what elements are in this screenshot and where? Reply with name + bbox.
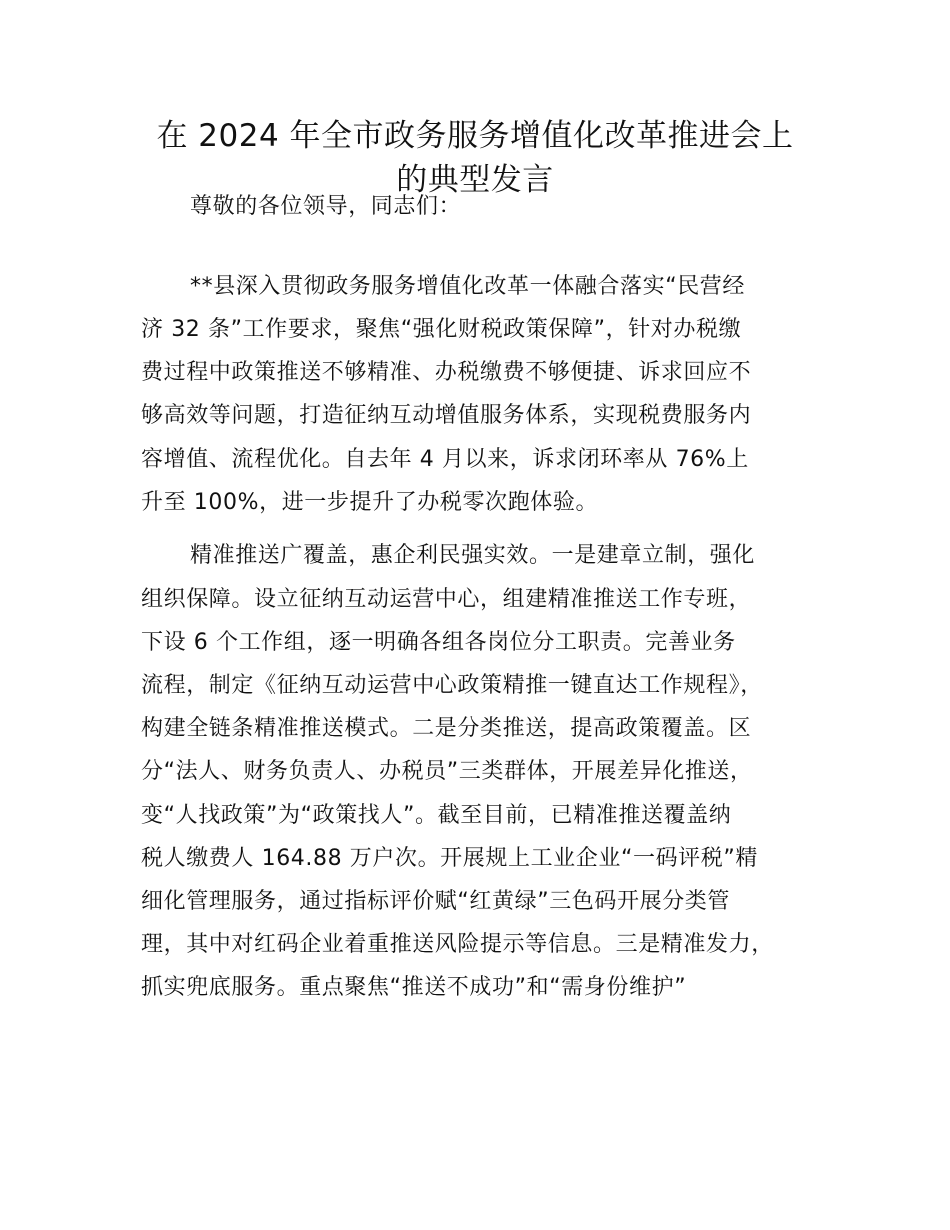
paragraph-line: 变“人找政策”为“政策找人”。截至目前，已精准推送覆盖纳 xyxy=(141,803,732,828)
salutation: 尊敬的各位领导，同志们： xyxy=(190,194,462,219)
paragraph-line: 细化管理服务，通过指标评价赋“红黄绿”三色码开展分类管 xyxy=(141,889,730,914)
paragraph-line: 够高效等问题，打造征纳互动增值服务体系，实现税费服务内 xyxy=(141,403,752,428)
paragraph-line: 升至 100%，进一步提升了办税零次跑体验。 xyxy=(141,490,599,515)
paragraph-line: 济 32 条”工作要求，聚焦“强化财税政策保障”，针对办税缴 xyxy=(141,317,742,342)
paragraph-line: 组织保障。设立征纳互动运营中心，组建精准推送工作专班， xyxy=(141,587,752,612)
paragraph-line: 下设 6 个工作组，逐一明确各组各岗位分工职责。完善业务 xyxy=(141,630,736,655)
paragraph-line: 税人缴费人 164.88 万户次。开展规上工业企业“一码评税”精 xyxy=(141,846,758,871)
document-title-line-1: 在 2024 年全市政务服务增值化改革推进会上 xyxy=(156,118,794,154)
paragraph-line: 费过程中政策推送不够精准、办税缴费不够便捷、诉求回应不 xyxy=(141,360,752,385)
paragraph-line: 精准推送广覆盖，惠企利民强实效。一是建章立制，强化 xyxy=(190,543,756,568)
paragraph-line: 流程，制定《征纳互动运营中心政策精推一键直达工作规程》， xyxy=(141,673,763,698)
document-title-line-2: 的典型发言 xyxy=(396,162,554,198)
paragraph-line: 理，其中对红码企业着重推送风险提示等信息。三是精准发力， xyxy=(141,932,774,957)
paragraph-line: **县深入贯彻政务服务增值化改革一体融合落实“民营经 xyxy=(190,274,745,299)
paragraph-line: 分“法人、财务负责人、办税员”三类群体，开展差异化推送， xyxy=(141,759,753,784)
paragraph-line: 构建全链条精准推送模式。二是分类推送，提高政策覆盖。区 xyxy=(141,716,752,741)
paragraph-line: 抓实兜底服务。重点聚焦“推送不成功”和“需身份维护” xyxy=(141,975,687,1000)
paragraph-line: 容增值、流程优化。自去年 4 月以来，诉求闭环率从 76%上 xyxy=(141,447,749,472)
